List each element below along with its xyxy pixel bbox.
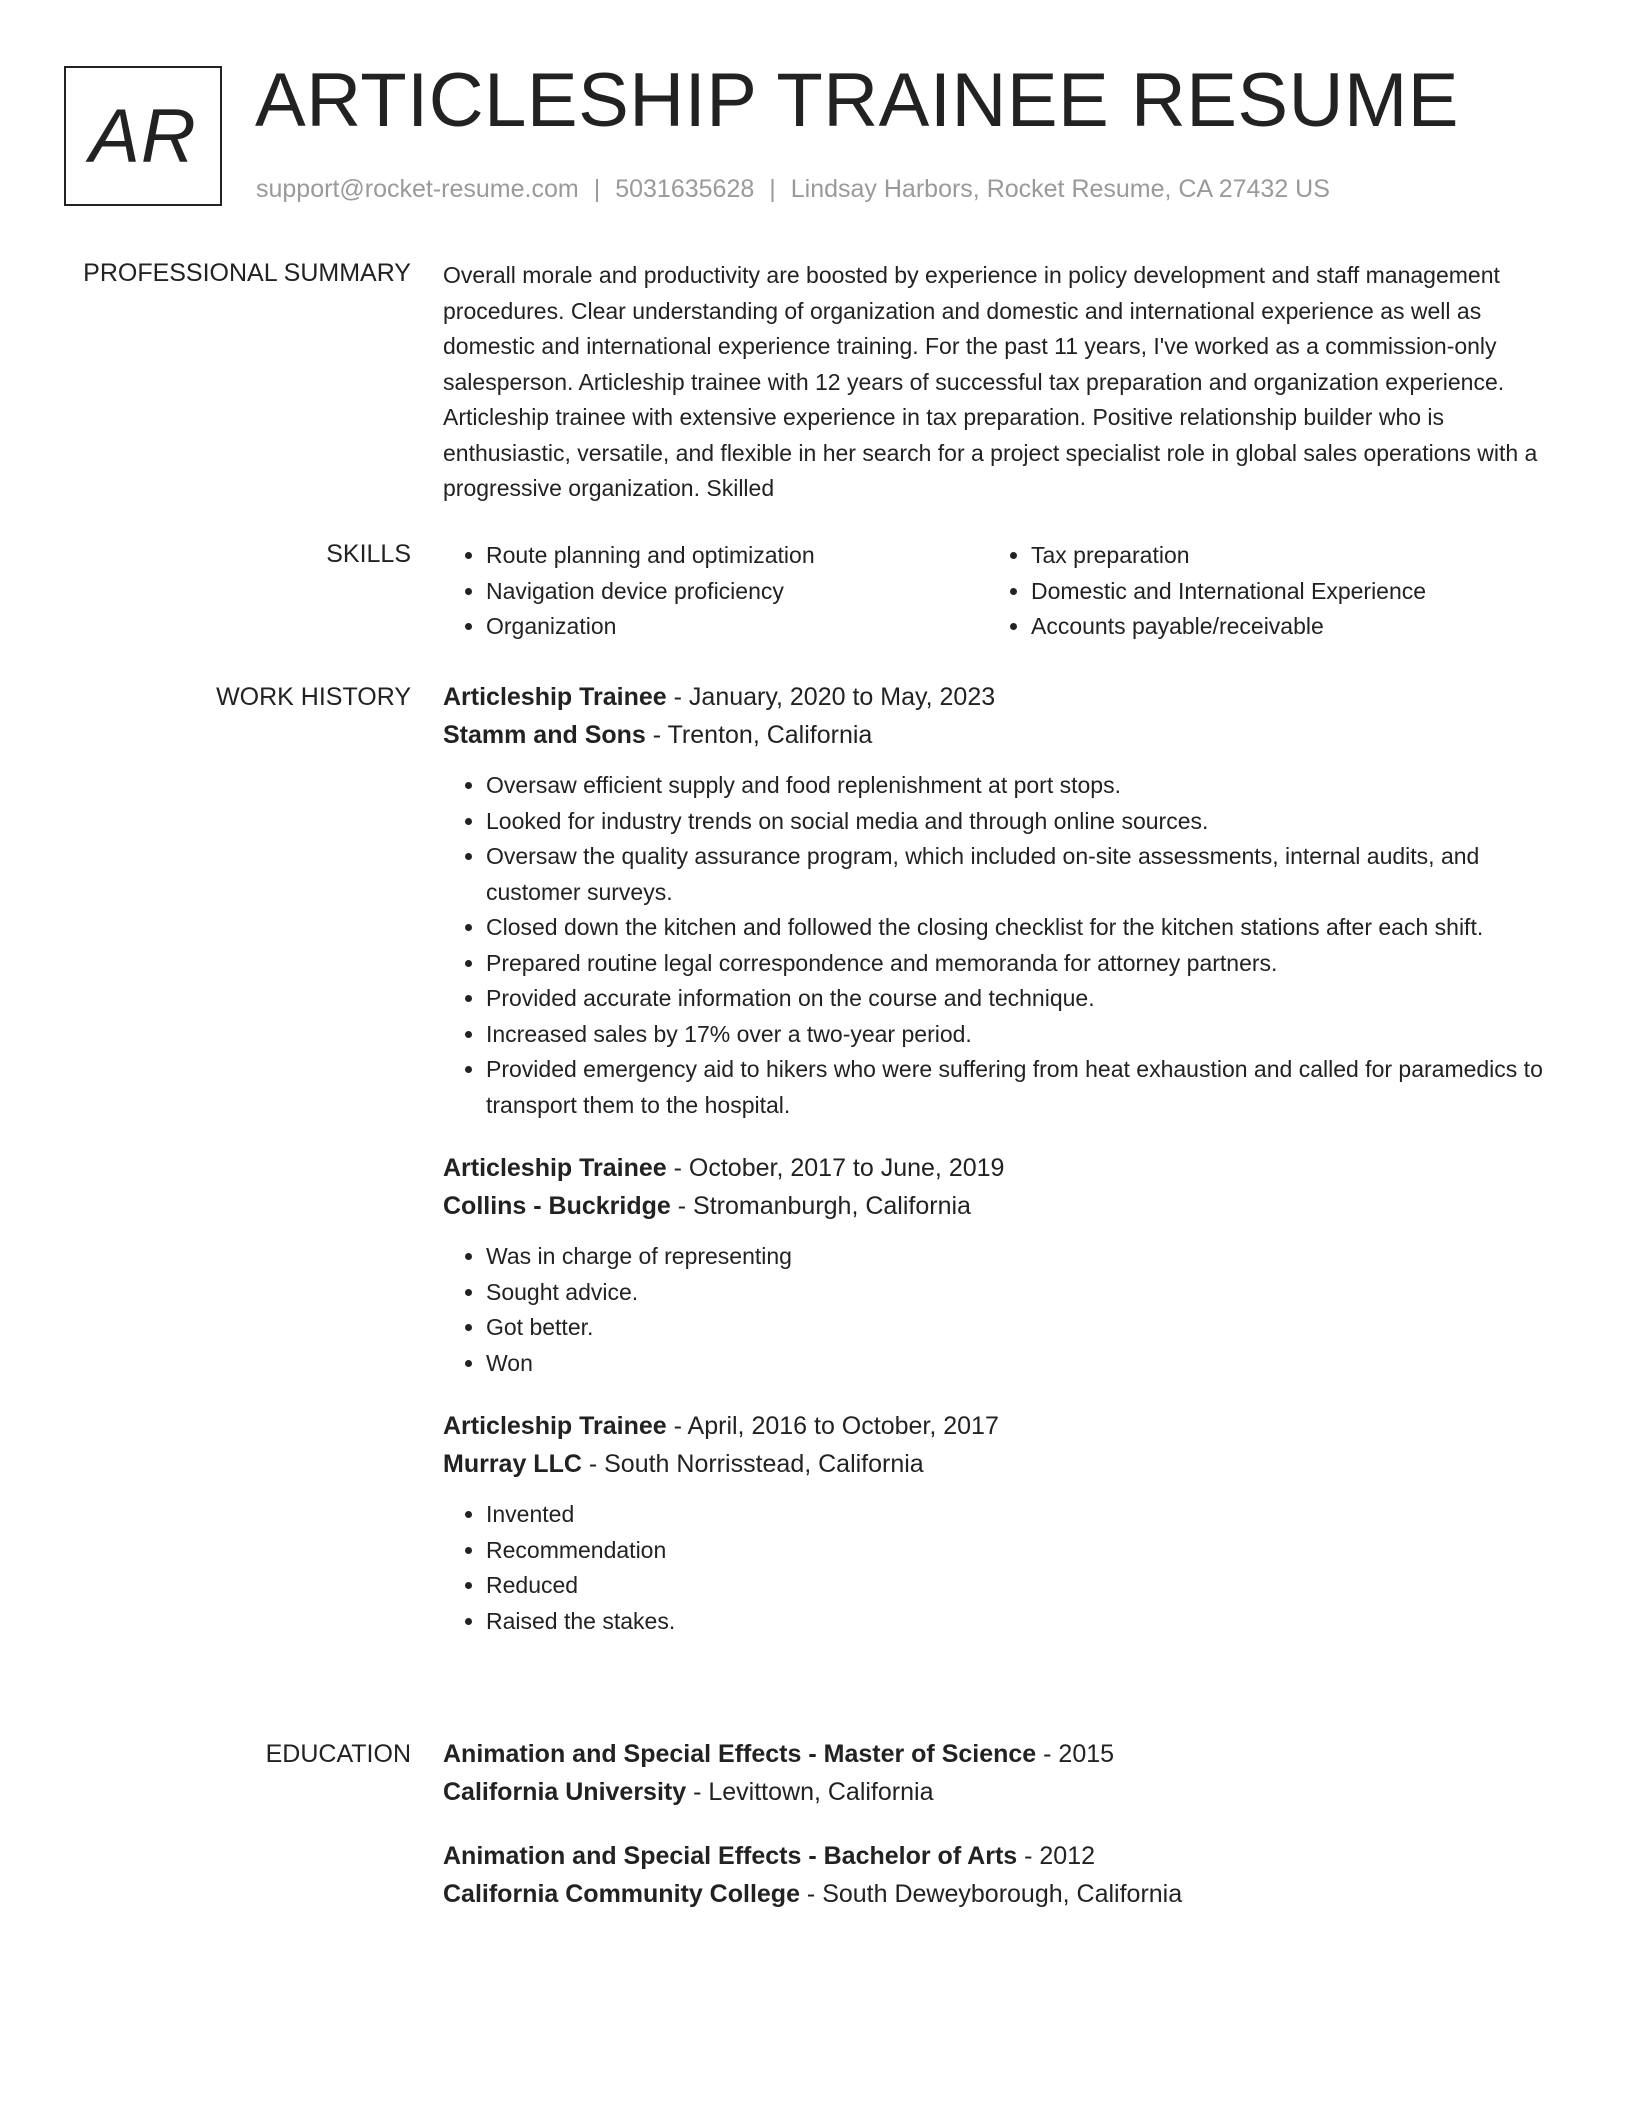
education-location: - South Deweyborough, California xyxy=(799,1880,1183,1908)
skill-item: • Navigation device proficiency xyxy=(486,574,988,610)
job-entry xyxy=(443,1407,1553,1639)
job-company: Murray LLC xyxy=(443,1450,582,1478)
education-degree-line xyxy=(443,1837,1553,1875)
job-bullet: • Prepared routine legal correspondence and memoranda for attorney partners. xyxy=(486,946,1553,982)
education-school-line xyxy=(443,1875,1553,1913)
education-degree: Animation and Special Effects - Master of Science xyxy=(443,1740,1037,1768)
job-bullet: • Looked for industry trends on social media and through online sources. xyxy=(486,804,1553,840)
job-bullet: • Oversaw the quality assurance program, which included on-site assessments, internal audits, and customer surveys. xyxy=(486,839,1553,910)
education-body xyxy=(443,1735,1553,1939)
education-entry xyxy=(443,1735,1553,1811)
education-degree-line xyxy=(443,1735,1553,1773)
job-bullets xyxy=(443,768,1553,1123)
work-history-body xyxy=(443,678,1553,1665)
skills-column-left xyxy=(443,538,988,645)
education-year: - 2012 xyxy=(1017,1842,1096,1870)
job-bullet: • Provided accurate information on the course and technique. xyxy=(486,981,1553,1017)
education-school: California Community College xyxy=(443,1880,800,1908)
job-title-line xyxy=(443,678,1553,716)
skill-item: • Route planning and optimization xyxy=(486,538,988,574)
job-location: - South Norrisstead, California xyxy=(581,1450,924,1478)
job-entry xyxy=(443,1149,1553,1381)
job-title: Articleship Trainee xyxy=(443,683,667,711)
job-bullet: • Increased sales by 17% over a two-year period. xyxy=(486,1017,1553,1053)
skill-item: • Tax preparation xyxy=(1031,538,1533,574)
job-bullet: • Was in charge of representing xyxy=(486,1239,1553,1275)
job-company-line xyxy=(443,1187,1553,1225)
job-location: - Trenton, California xyxy=(645,721,873,749)
section-label-summary: PROFESSIONAL SUMMARY xyxy=(83,259,411,287)
job-bullet: • Sought advice. xyxy=(486,1275,1553,1311)
page-title: ARTICLESHIP TRAINEE RESUME xyxy=(255,58,1459,143)
job-bullet: • Raised the stakes. xyxy=(486,1604,1553,1640)
skill-item: • Domestic and International Experience xyxy=(1031,574,1533,610)
job-company: Collins - Buckridge xyxy=(443,1192,671,1220)
job-title-line xyxy=(443,1407,1553,1445)
job-title-line xyxy=(443,1149,1553,1187)
job-bullet: • Reduced xyxy=(486,1568,1553,1604)
skills-list-left xyxy=(443,538,988,645)
education-degree: Animation and Special Effects - Bachelor of Arts xyxy=(443,1842,1018,1870)
skill-item: • Organization xyxy=(486,609,988,645)
skill-item: • Accounts payable/receivable xyxy=(1031,609,1533,645)
job-bullet: • Got better. xyxy=(486,1310,1553,1346)
job-bullets xyxy=(443,1497,1553,1639)
job-title: Articleship Trainee xyxy=(443,1154,667,1182)
summary-body xyxy=(443,258,1553,507)
monogram-logo: AR xyxy=(64,66,222,206)
education-location: - Levittown, California xyxy=(686,1778,934,1806)
skills-list-right xyxy=(988,538,1533,645)
job-bullets xyxy=(443,1239,1553,1381)
job-dates: - April, 2016 to October, 2017 xyxy=(666,1412,999,1440)
contact-email[interactable]: support@rocket-resume.com xyxy=(256,175,579,203)
contact-address: Lindsay Harbors, Rocket Resume, CA 27432 US xyxy=(790,175,1330,203)
job-title: Articleship Trainee xyxy=(443,1412,667,1440)
contact-line xyxy=(256,172,1330,206)
contact-separator: | xyxy=(593,175,601,203)
skills-body xyxy=(443,538,1553,645)
job-bullet: • Provided emergency aid to hikers who were suffering from heat exhaustion and called for paramedics to transport them to the hospital. xyxy=(486,1052,1553,1123)
job-company-line xyxy=(443,1445,1553,1483)
skills-column-right xyxy=(988,538,1533,645)
job-location: - Stromanburgh, California xyxy=(670,1192,971,1220)
skills-grid xyxy=(443,538,1553,645)
contact-separator: | xyxy=(769,175,776,203)
job-bullet: • Oversaw efficient supply and food replenishment at port stops. xyxy=(486,768,1553,804)
job-bullet: • Invented xyxy=(486,1497,1553,1533)
job-dates: - October, 2017 to June, 2019 xyxy=(666,1154,1005,1182)
education-entry xyxy=(443,1837,1553,1913)
section-label-work-history: WORK HISTORY xyxy=(216,683,411,711)
job-company: Stamm and Sons xyxy=(443,721,646,749)
education-year: - 2015 xyxy=(1036,1740,1115,1768)
education-school: California University xyxy=(443,1778,687,1806)
summary-text: Overall morale and productivity are boosted by experience in policy development and staff management procedures. Clear understanding of organization and domestic and international experience as well as domestic and international experience training. For the past 11 years, I've worked as a commission-only salesperson. Articleship trainee with 12 years of successful tax preparation and organization experience. Articleship trainee with extensive experience in tax preparation. Positive relationship builder who is enthusiastic, versatile, and flexible in her search for a project specialist role in global sales operations with a progressive organization. Skilled xyxy=(443,262,1538,501)
job-company-line xyxy=(443,716,1553,754)
job-bullet: • Recommendation xyxy=(486,1533,1553,1569)
education-school-line xyxy=(443,1773,1553,1811)
section-label-education: EDUCATION xyxy=(265,1740,411,1768)
job-dates: - January, 2020 to May, 2023 xyxy=(666,683,996,711)
contact-phone[interactable]: 5031635628 xyxy=(615,175,755,203)
job-bullet: • Closed down the kitchen and followed the closing checklist for the kitchen stations after each shift. xyxy=(486,910,1553,946)
section-label-skills: SKILLS xyxy=(326,540,411,568)
job-entry xyxy=(443,678,1553,1123)
job-bullet: • Won xyxy=(486,1346,1553,1382)
